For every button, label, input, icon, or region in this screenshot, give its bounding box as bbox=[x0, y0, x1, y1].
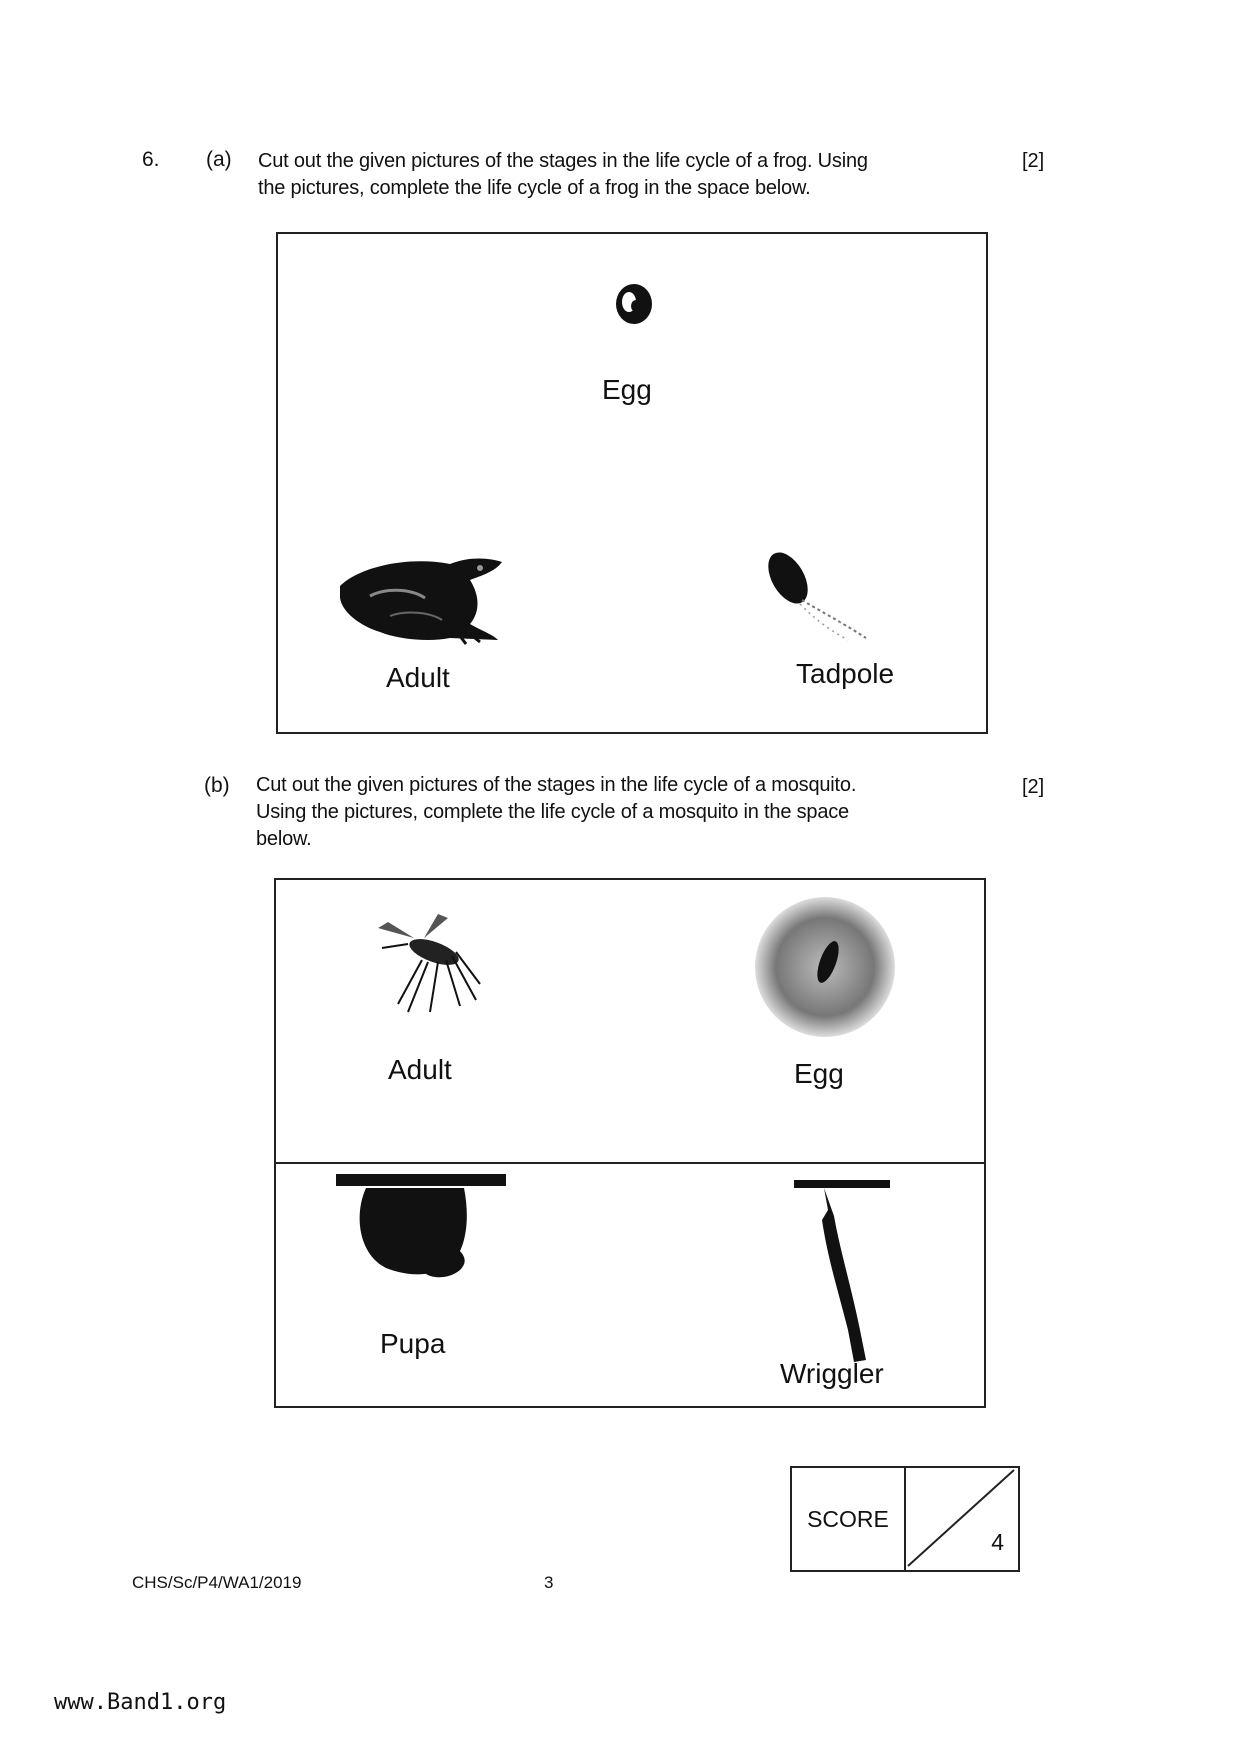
part-b-text bbox=[256, 772, 1016, 853]
page-number: 3 bbox=[544, 1573, 554, 1592]
part-a-text bbox=[258, 148, 1018, 202]
mosquito-egg-label: Egg bbox=[794, 1058, 844, 1089]
frog-adult-label: Adult bbox=[386, 662, 450, 693]
score-fraction-cell bbox=[906, 1468, 1016, 1570]
part-a-line-2: the pictures, complete the life cycle of a frog in the space below. bbox=[258, 177, 811, 199]
part-a-label: (a) bbox=[206, 148, 232, 171]
pupa-label: Pupa bbox=[380, 1328, 446, 1359]
score-box bbox=[790, 1466, 1020, 1572]
frog-life-cycle-panel bbox=[276, 232, 988, 734]
question-number: 6. bbox=[142, 148, 160, 171]
score-total: 4 bbox=[991, 1529, 1004, 1555]
mosquito-panel-divider bbox=[276, 1162, 984, 1164]
part-b-label: (b) bbox=[204, 774, 230, 797]
mosquito-egg-icon bbox=[750, 892, 900, 1042]
part-b-line-2: Using the pictures, complete the life cycle of a mosquito in the space bbox=[256, 801, 849, 823]
part-b-line-3: below. bbox=[256, 828, 312, 850]
score-label: SCORE bbox=[792, 1468, 906, 1570]
mosquito-adult-label: Adult bbox=[388, 1054, 452, 1085]
tadpole-icon bbox=[758, 544, 878, 644]
part-b-marks: [2] bbox=[1022, 776, 1045, 798]
paper-code: CHS/Sc/P4/WA1/2019 bbox=[132, 1573, 302, 1592]
frog-adult-icon bbox=[330, 546, 510, 646]
part-b-line-1: Cut out the given pictures of the stages in the life cycle of a mosquito. bbox=[256, 774, 857, 796]
wriggler-icon bbox=[794, 1180, 914, 1370]
part-a-marks: [2] bbox=[1022, 150, 1045, 172]
frog-egg-label: Egg bbox=[602, 374, 652, 405]
mosquito-adult-icon bbox=[368, 908, 498, 1018]
tadpole-label: Tadpole bbox=[796, 658, 895, 689]
mosquito-life-cycle-panel bbox=[274, 878, 986, 1408]
wriggler-label: Wriggler bbox=[780, 1358, 884, 1389]
watermark-text: www.Band1.org bbox=[54, 1690, 227, 1715]
part-a-line-1: Cut out the given pictures of the stages in the life cycle of a frog. Using bbox=[258, 150, 868, 172]
frog-egg-icon bbox=[612, 280, 656, 328]
mosquito-pupa-icon bbox=[336, 1174, 506, 1284]
